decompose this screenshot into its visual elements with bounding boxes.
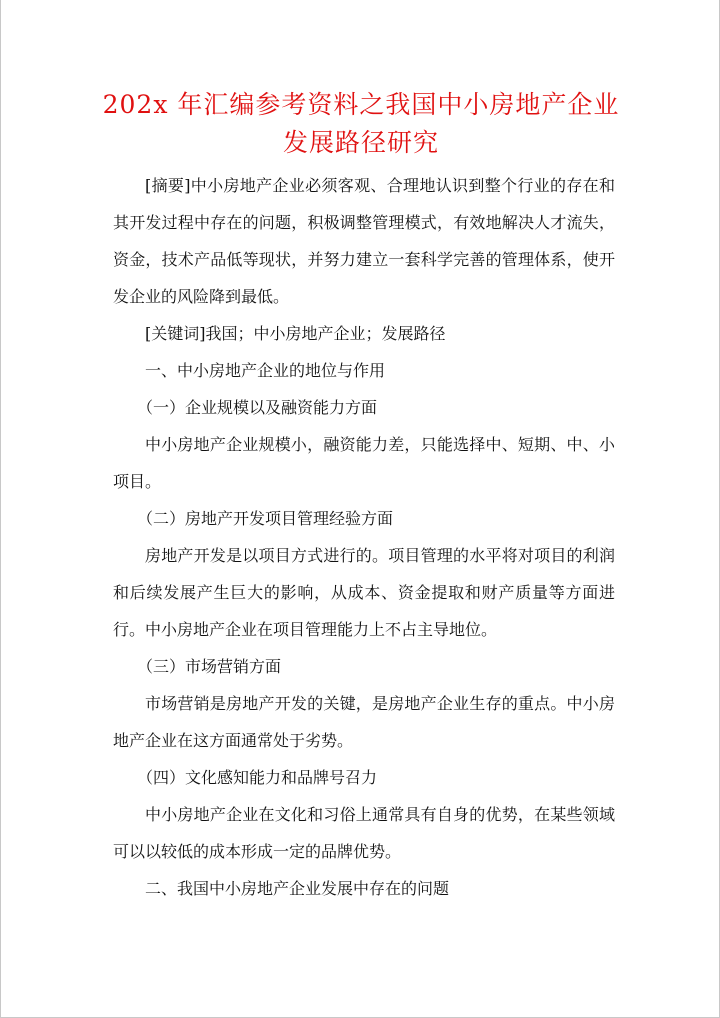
body-paragraph: 房地产开发是以项目方式进行的。项目管理的水平将对项目的利润和后续发展产生巨大的影响，从成本、资金提取和财产质量等方面进行。中小房地产企业在项目管理能力上不占主导地位。 bbox=[113, 546, 615, 639]
body-paragraph: 中小房地产企业在文化和习俗上通常具有自身的优势，在某些领域可以以较低的成本形成一定的品牌优势。 bbox=[113, 805, 615, 861]
section-heading-2: 二、我国中小房地产企业发展中存在的问题 bbox=[145, 879, 450, 898]
subsection-heading-2: （二）房地产开发项目管理经验方面 bbox=[137, 509, 394, 528]
subsection-heading-4: （四）文化感知能力和品牌号召力 bbox=[137, 768, 378, 787]
keywords-paragraph: [关键词]我国；中小房地产企业；发展路径 bbox=[145, 324, 446, 343]
subsection-heading-3: （三）市场营销方面 bbox=[137, 657, 282, 676]
section-heading-1: 一、中小房地产企业的地位与作用 bbox=[145, 361, 386, 380]
document-title: 202x 年汇编参考资料之我国中小房地产企业发展路径研究 bbox=[102, 90, 620, 157]
body-paragraph: 中小房地产企业规模小，融资能力差，只能选择中、短期、中、小项目。 bbox=[113, 435, 615, 491]
abstract-paragraph: [摘要]中小房地产企业必须客观、合理地认识到整个行业的存在和其开发过程中存在的问题，积极调整管理模式，有效地解决人才流失，资金，技术产品低等现状，并努力建立一套科学完善的管理体系，使开发企业的风险降到最低。 bbox=[113, 176, 615, 306]
body-paragraph: 市场营销是房地产开发的关键，是房地产企业生存的重点。中小房地产企业在这方面通常处于劣势。 bbox=[113, 694, 615, 750]
subsection-heading-1: （一）企业规模以及融资能力方面 bbox=[137, 398, 378, 417]
document-body bbox=[113, 167, 615, 907]
